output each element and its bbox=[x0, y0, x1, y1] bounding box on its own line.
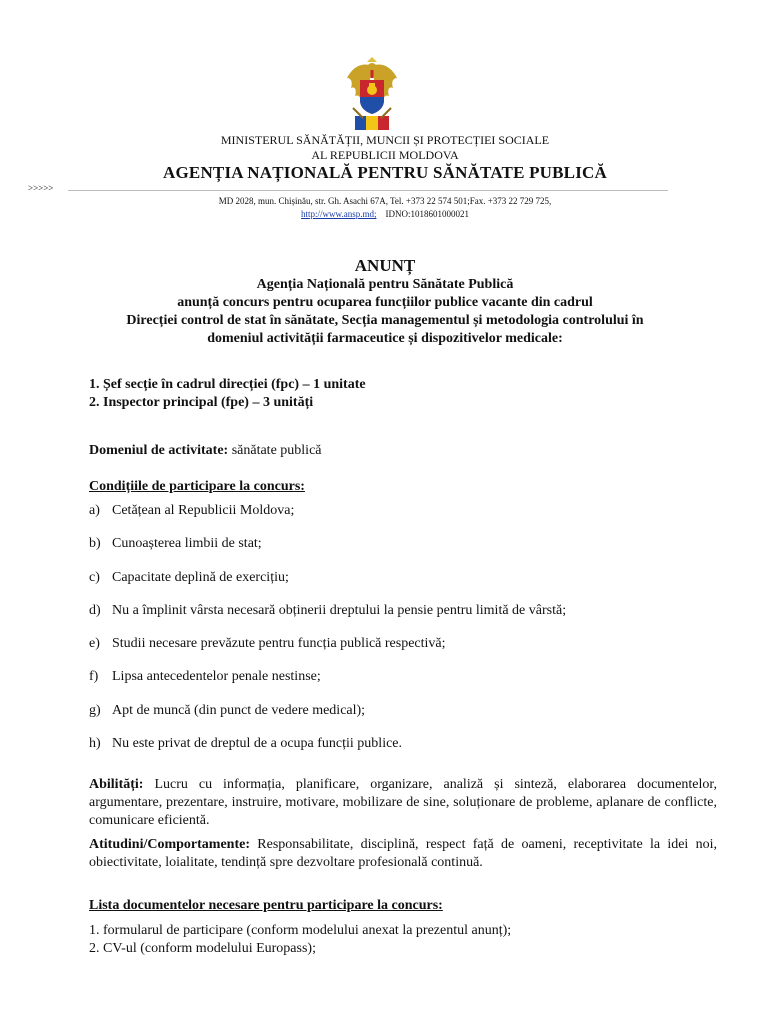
condition-letter: g) bbox=[89, 702, 101, 718]
condition-item bbox=[89, 535, 717, 568]
condition-item bbox=[89, 635, 717, 668]
condition-letter: h) bbox=[89, 736, 101, 752]
contact-info bbox=[0, 195, 770, 221]
subtitle-line-2: anunță concurs pentru ocuparea funcțiilor publice vacante din cadrul bbox=[177, 295, 593, 310]
condition-letter: e) bbox=[89, 636, 100, 652]
header-divider bbox=[68, 190, 668, 191]
position-item: 1. Șef secție în cadrul direcției (fpc) – 1 unitate bbox=[89, 377, 366, 392]
condition-text: Nu a împlinit vârsta necesară obținerii dreptului la pensie pentru limită de vârstă; bbox=[112, 602, 567, 618]
subtitle-line-4: domeniul activității farmaceutice și dispozitivelor medicale: bbox=[207, 331, 563, 346]
documents-list bbox=[89, 922, 717, 958]
condition-text: Apt de muncă (din punct de vedere medical); bbox=[112, 702, 366, 718]
ministry-name bbox=[0, 133, 770, 163]
ministry-line-1: MINISTERUL SĂNĂTĂȚII, MUNCII ȘI PROTECȚIEI SOCIALE bbox=[220, 133, 550, 147]
attitudes-text: Responsabilitate, disciplină, respect față de oameni, receptivitate la idei noi, obiectivitate, loialitate, tendință spre dezvoltare profesională continuă. bbox=[89, 837, 717, 870]
condition-letter: c) bbox=[89, 569, 100, 585]
conditions-list bbox=[89, 502, 717, 768]
announcement-subtitle bbox=[0, 276, 770, 348]
margin-marker: >>>>> bbox=[28, 183, 54, 193]
document-item: 1. formularul de participare (conform modelului anexat la prezentul anunț); bbox=[89, 923, 512, 938]
coat-of-arms-emblem bbox=[345, 56, 399, 132]
attitudes-label: Atitudini/Comportamente: bbox=[89, 837, 250, 852]
condition-letter: b) bbox=[89, 536, 101, 552]
attitudes-paragraph bbox=[89, 836, 717, 872]
document-item: 2. CV-ul (conform modelului Europass); bbox=[89, 941, 316, 956]
abilities-label: Abilități: bbox=[89, 777, 144, 792]
documents-heading: Lista documentelor necesare pentru participare la concurs: bbox=[89, 898, 443, 913]
abilities-paragraph bbox=[89, 776, 717, 830]
activity-domain bbox=[89, 442, 717, 460]
contact-web-line bbox=[0, 208, 770, 221]
condition-letter: f) bbox=[89, 669, 99, 685]
condition-text: Nu este privat de dreptul de a ocupa funcții publice. bbox=[112, 736, 403, 752]
contact-address: MD 2028, mun. Chișinău, str. Gh. Asachi 67A, Tel. +373 22 574 501;Fax. +373 22 729 725, bbox=[218, 196, 552, 206]
announcement-title: ANUNȚ bbox=[354, 256, 416, 275]
condition-item bbox=[89, 569, 717, 602]
condition-text: Cetățean al Republicii Moldova; bbox=[112, 503, 295, 518]
abilities-text: Lucru cu informația, planificare, organizare, analiză și sinteză, elaborarea documentelor, argumentare, prezentare, instruire, motivare, mobilizare de sine, soluționare de probleme, aplanare de conflicte, comunicare eficientă. bbox=[89, 777, 717, 828]
domain-label: Domeniul de activitate: bbox=[89, 443, 229, 458]
position-item: 2. Inspector principal (fpe) – 3 unități bbox=[89, 395, 314, 410]
condition-item bbox=[89, 602, 717, 635]
subtitle-line-3: Direcției control de stat în sănătate, Secția managementul și metodologia controlului în bbox=[126, 313, 644, 328]
agency-name: AGENȚIA NAȚIONALĂ PENTRU SĂNĂTATE PUBLICĂ bbox=[163, 163, 607, 182]
condition-item bbox=[89, 668, 717, 701]
condition-letter: a) bbox=[89, 503, 100, 518]
condition-text: Capacitate deplină de exercițiu; bbox=[112, 569, 289, 585]
condition-letter: d) bbox=[89, 602, 101, 618]
condition-item bbox=[89, 502, 717, 535]
subtitle-line-1: Agenția Națională pentru Sănătate Publică bbox=[256, 277, 514, 292]
domain-value: sănătate publică bbox=[228, 443, 322, 458]
condition-text: Studii necesare prevăzute pentru funcția publică respectivă; bbox=[112, 636, 446, 652]
condition-item bbox=[89, 702, 717, 735]
ministry-line-2: AL REPUBLICII MOLDOVA bbox=[311, 148, 459, 162]
website-link[interactable]: http://www.ansp.md; bbox=[301, 209, 377, 219]
condition-text: Lipsa antecedentelor penale nestinse; bbox=[112, 669, 321, 685]
vacant-positions-list bbox=[89, 376, 717, 412]
condition-text: Cunoașterea limbii de stat; bbox=[112, 536, 262, 552]
idno-text: IDNO:1018601000021 bbox=[385, 209, 469, 219]
conditions-heading: Condițiile de participare la concurs: bbox=[89, 479, 305, 494]
condition-item bbox=[89, 735, 717, 768]
